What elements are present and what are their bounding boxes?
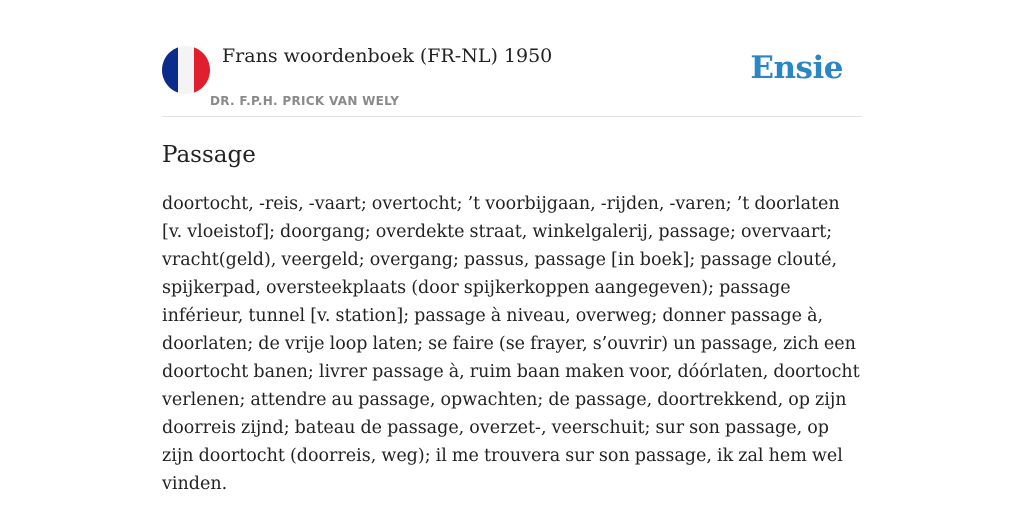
dictionary-title[interactable]: Frans woordenboek (FR-NL) 1950 [222, 45, 553, 67]
flag-stripe-white [178, 46, 194, 94]
flag-stripe-blue [162, 46, 178, 94]
dictionary-header [162, 0, 862, 117]
entry-definition: doortocht, -reis, -vaart; overtocht; ’t voorbijgaan, -rijden, -varen; ’t doorlaten [v. vloeistof]; doorgang; overdekte straat, winkelgalerij, passage; overvaart; vracht(geld), veergeld; overgang; passus, passage [in boek]; passage clouté, spijkerpad, oversteekplaats (door spijkerkoppen aangegeven); passage inférieur, tunnel [v. station]; passage à niveau, overweg; donner passage à, doorlaten; de vrije loop laten; se faire (se frayer, s’ouvrir) un passage, zich een doortocht banen; livrer passage à, ruim baan maken voor, dóórlaten, doortocht verlenen; attendre au passage, opwachten; de passage, doortrekkend, op zijn doorreis zijnd; bateau de passage, overzet-, veerschuit; sur son passage, op zijn doortocht (doorreis, weg); il me trouvera sur son passage, ik zal hem wel vinden. [162, 194, 860, 494]
flag-stripe-red [194, 46, 210, 94]
dictionary-author: DR. F.P.H. PRICK VAN WELY [210, 94, 400, 108]
ensie-logo[interactable]: Ensie [750, 50, 843, 86]
flag-france-icon [162, 46, 210, 94]
dictionary-card [162, 0, 862, 498]
entry-headword: Passage [162, 142, 256, 168]
